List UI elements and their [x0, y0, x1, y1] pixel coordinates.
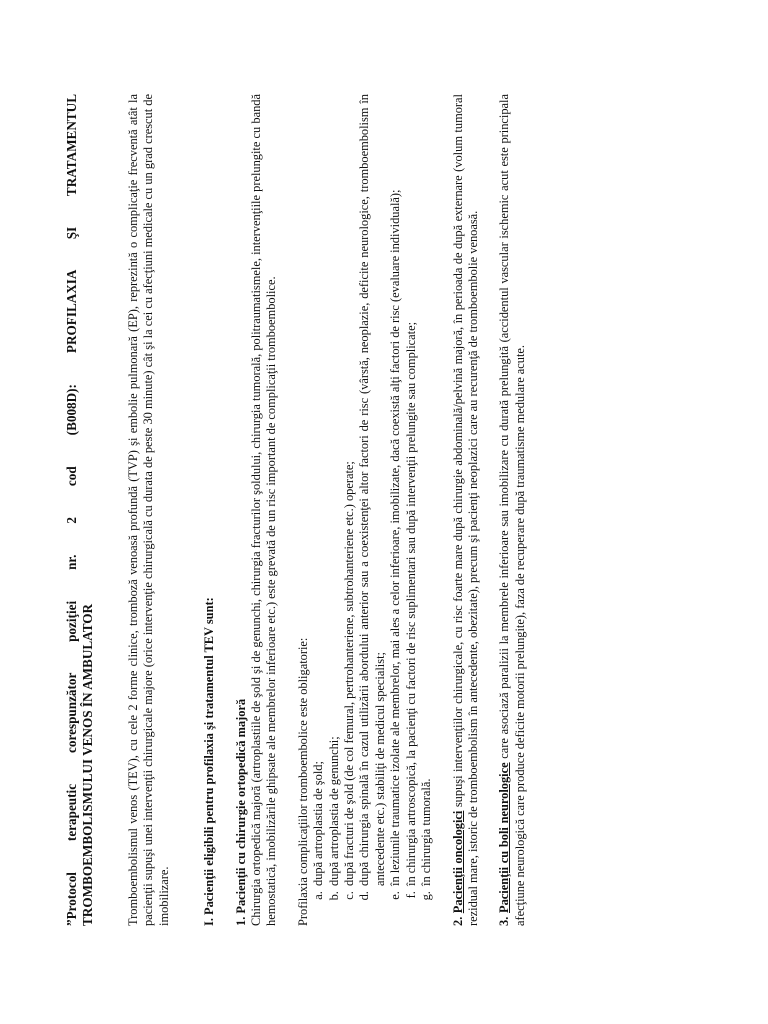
rotated-page-content	[64, 94, 624, 926]
category-3-number: 3.	[497, 916, 512, 926]
category-2-text: supuşi intervenţiilor chirurgicale, cu risc foarte mare după chirurgie abdominală/pelvină majoră, în perioada de după externare (volum tumoral rezidual mare, istoric de tromboembolism în antecedente, obezitate), precum şi pacienţi neoplazici care au recurenţă de tromboembolie venoasă.	[450, 94, 480, 926]
list-item: a. după artroplastia de şold;	[311, 94, 326, 888]
title-line-1: ”Protocol terapeutic corespunzător poziţiei nr. 2 cod (B008D): PROFILAXIA ŞI TRATAMENTUL	[64, 94, 79, 926]
intro-paragraph: Tromboembolismul venos (TEV), cu cele 2 forme clinice, tromboză venoasă profundă (TVP) şi embolie pulmonară (EP), reprezintă o complicaţie frecventă atât la pacienţii supuşi unei intervenţii chirurgicale majore (orice intervenţie chirurgicală cu durata de peste 30 minute) cât şi la cei cu afecţiuni medicale cu un grad crescut de imobilizare.	[126, 94, 171, 926]
profilaxia-intro: Profilaxia complicaţiilor tromboembolice este obligatorie:	[295, 637, 310, 926]
profilaxia-list	[311, 94, 434, 926]
list-item: g. în chirurgia tumorală.	[419, 94, 434, 888]
category-2-heading: Pacienţii oncologici	[450, 810, 465, 914]
category-2-number: 2.	[450, 916, 465, 926]
list-item: e. în leziunile traumatice izolate ale membrelor, mai ales a celor inferioare, imobilizate, dacă coexistă alţi factori de risc (evaluare individuală);	[388, 94, 403, 888]
list-item: f. în chirurgia artroscopică, la pacienţi cu factori de risc suplimentari sau după intervenţii prelungite sau complicate;	[404, 94, 419, 888]
section-heading: I. Pacienţii eligibili pentru profilaxia şi tratamentul TEV sunt:	[202, 597, 217, 926]
category-3-heading: Pacienţii cu boli neurologice	[497, 762, 512, 913]
category-1-text: Chirurgia ortopedică majoră (artroplastiile de şold şi de genunchi, chirurgia fracturilor şoldului, chirurgia tumorală, politraumatismele, intervenţiile prelungite cu bandă hemostatică, imobilizările ghipsate ale membrelor inferioare etc.) este grevată de un risc important de complicaţii tromboembolice.	[249, 94, 279, 926]
category-2-paragraph	[451, 94, 482, 926]
document-title	[64, 94, 96, 926]
category-1-heading: 1. Pacienţii cu chirurgie ortopedică majoră	[233, 698, 248, 926]
title-line-2: TROMBOEMBOLISMULUI VENOS ÎN AMBULATOR	[80, 603, 95, 926]
category-3-text: care asociază paralizii la membrele inferioare sau imobilizare cu durată prelungită (accidentul vascular ischemic acut este principala afecţiune neurologică care produce deficite motorii prelungite), faza de recuperare după traumatisme medulare acute.	[497, 94, 527, 926]
category-3-paragraph	[497, 94, 528, 926]
list-item: c. după fracturi de şold (de col femural, pertrohanteriene, subtrohanteriene etc.) operate;	[342, 94, 357, 888]
list-item: b. după artroplastia de genunchi;	[327, 94, 342, 888]
list-item: d. după chirurgia spinală în cazul utilizării abordului anterior sau a coexistenţei altor factori de risc (vârstă, neoplazie, deficite neurologice, tromboembolism în antecedente etc.) stabiliţi de medicul specialist;	[357, 94, 388, 888]
